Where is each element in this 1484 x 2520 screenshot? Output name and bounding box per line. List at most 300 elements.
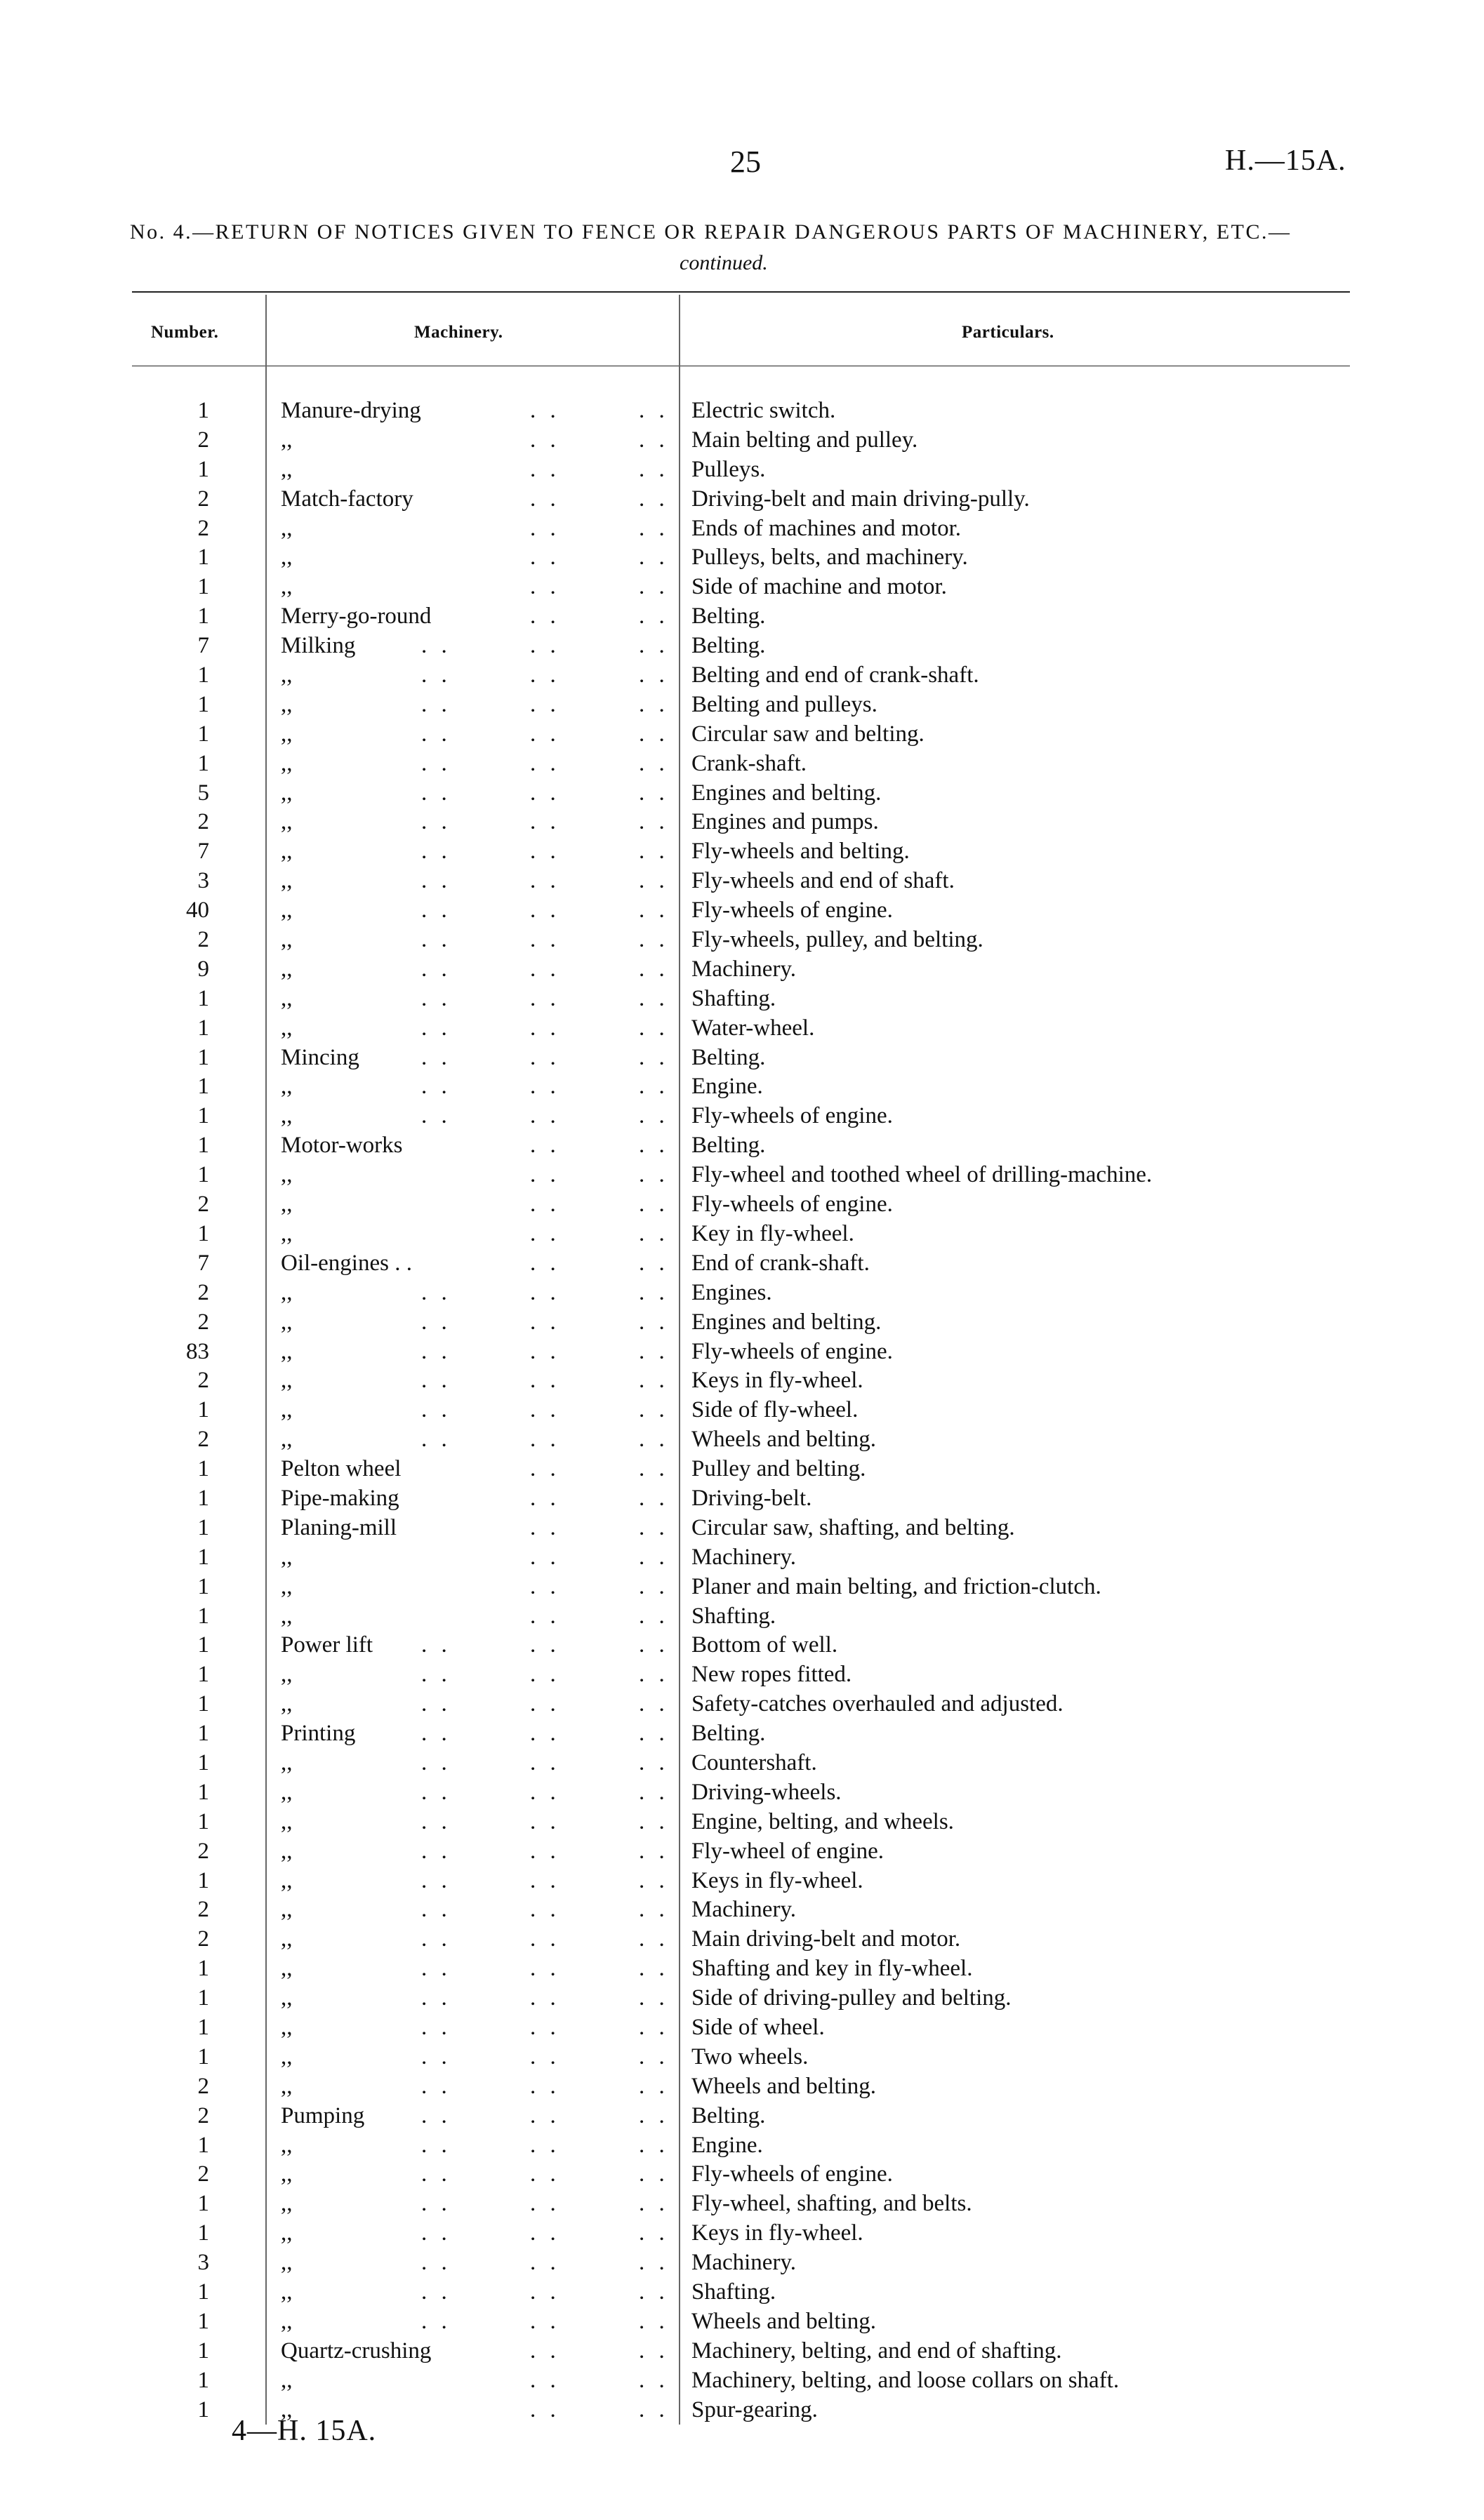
row-leader-dots: . . (530, 1368, 560, 1394)
row-leader-dots: . . (530, 1749, 560, 1775)
row-number: 1 (197, 1162, 209, 1188)
row-number: 1 (197, 1485, 209, 1511)
row-number: 1 (197, 662, 209, 688)
row-leader-dots: . . (639, 1044, 669, 1070)
row-leader-dots: . . (639, 956, 669, 982)
row-leader-dots: . . (530, 809, 560, 835)
row-leader-dots: . . (639, 1279, 669, 1305)
row-number: 2 (197, 1309, 209, 1335)
row-particulars: Engine. (691, 1074, 763, 1100)
row-machinery: ,, (281, 2396, 293, 2422)
row-leader-dots: . . (530, 2250, 560, 2276)
row-leader-dots: . . (530, 691, 560, 717)
row-leader-dots: . . (421, 1015, 451, 1041)
row-leader-dots: . . (421, 2308, 451, 2334)
row-particulars: Circular saw, shafting, and belting. (691, 1514, 1015, 1540)
row-leader-dots: . . (421, 2191, 451, 2217)
row-leader-dots: . . (530, 604, 560, 629)
table-row (0, 1925, 1484, 1954)
row-machinery: ,, (281, 691, 293, 717)
table-row (0, 1044, 1484, 1073)
table-row (0, 1279, 1484, 1308)
row-leader-dots: . . (421, 1956, 451, 1982)
table-row (0, 1455, 1484, 1484)
row-leader-dots: . . (421, 985, 451, 1011)
table-row (0, 1484, 1484, 1514)
row-machinery: ,, (281, 721, 293, 747)
table-row (0, 1072, 1484, 1102)
row-machinery: ,, (281, 2367, 293, 2393)
row-number: 83 (186, 1338, 209, 1364)
row-number: 1 (197, 1691, 209, 1717)
row-machinery: ,, (281, 2073, 293, 2099)
row-leader-dots: . . (639, 2014, 669, 2040)
row-leader-dots: . . (530, 1103, 560, 1129)
row-leader-dots: . . (530, 1838, 560, 1864)
row-leader-dots: . . (421, 750, 451, 776)
row-number: 1 (197, 1985, 209, 2011)
row-number: 1 (197, 2014, 209, 2040)
table-row (0, 1867, 1484, 1896)
row-leader-dots: . . (530, 633, 560, 659)
row-machinery: Manure-drying (281, 398, 421, 423)
row-particulars: Crank-shaft. (691, 750, 807, 776)
row-particulars: Countershaft. (691, 1749, 817, 1775)
row-particulars: Belting and end of crank-shaft. (691, 662, 979, 688)
row-leader-dots: . . (530, 839, 560, 865)
row-leader-dots: . . (639, 1368, 669, 1394)
table-row (0, 2307, 1484, 2337)
row-machinery: ,, (281, 574, 293, 600)
row-leader-dots: . . (530, 545, 560, 571)
row-leader-dots: . . (421, 868, 451, 894)
row-number: 2 (197, 2102, 209, 2128)
row-particulars: Two wheels. (691, 2044, 809, 2069)
row-number: 1 (197, 2191, 209, 2217)
row-number: 1 (197, 2367, 209, 2393)
row-leader-dots: . . (530, 1044, 560, 1070)
table-row (0, 455, 1484, 485)
row-number: 40 (186, 898, 209, 924)
row-leader-dots: . . (639, 750, 669, 776)
table-row (0, 1396, 1484, 1425)
row-number: 1 (197, 1103, 209, 1129)
row-number: 1 (197, 750, 209, 776)
table-row (0, 1249, 1484, 1279)
row-leader-dots: . . (530, 1456, 560, 1482)
row-leader-dots: . . (639, 2396, 669, 2422)
row-leader-dots: . . (421, 1838, 451, 1864)
table-row (0, 837, 1484, 867)
row-leader-dots: . . (530, 868, 560, 894)
row-machinery: ,, (281, 1603, 293, 1629)
table-row (0, 1602, 1484, 1632)
row-particulars: Circular saw and belting. (691, 721, 925, 747)
row-number: 2 (197, 486, 209, 512)
row-leader-dots: . . (639, 2367, 669, 2393)
row-machinery: Quartz-crushing (281, 2338, 432, 2364)
table-row (0, 1895, 1484, 1925)
table-row (0, 602, 1484, 632)
row-number: 2 (197, 1368, 209, 1394)
row-leader-dots: . . (639, 1514, 669, 1540)
row-leader-dots: . . (639, 2279, 669, 2305)
table-row (0, 720, 1484, 749)
row-leader-dots: . . (530, 1897, 560, 1923)
row-leader-dots: . . (530, 721, 560, 747)
row-leader-dots: . . (530, 2073, 560, 2099)
row-leader-dots: . . (530, 1662, 560, 1688)
row-leader-dots: . . (421, 1427, 451, 1453)
row-particulars: Fly-wheels of engine. (691, 1192, 893, 1218)
row-number: 1 (197, 1749, 209, 1775)
table-row (0, 2072, 1484, 2102)
row-leader-dots: . . (530, 1309, 560, 1335)
row-machinery: ,, (281, 515, 293, 541)
row-machinery: Milking (281, 633, 356, 659)
row-leader-dots: . . (639, 1338, 669, 1364)
row-number: 1 (197, 1220, 209, 1246)
row-machinery: ,, (281, 2044, 293, 2069)
row-number: 1 (197, 1779, 209, 1805)
row-number: 1 (197, 721, 209, 747)
table-row (0, 1749, 1484, 1778)
row-leader-dots: . . (639, 545, 669, 571)
row-leader-dots: . . (421, 956, 451, 982)
row-leader-dots: . . (530, 2191, 560, 2217)
row-leader-dots: . . (530, 1867, 560, 1893)
table-row (0, 632, 1484, 661)
row-machinery: ,, (281, 1838, 293, 1864)
row-machinery: ,, (281, 1368, 293, 1394)
table-row (0, 1778, 1484, 1808)
row-number: 7 (197, 633, 209, 659)
row-leader-dots: . . (530, 1015, 560, 1041)
row-machinery: ,, (281, 1662, 293, 1688)
table-row (0, 896, 1484, 926)
row-particulars: Shafting. (691, 1603, 776, 1629)
row-machinery: ,, (281, 2014, 293, 2040)
row-leader-dots: . . (530, 1250, 560, 1276)
row-leader-dots: . . (530, 1279, 560, 1305)
row-machinery: ,, (281, 1015, 293, 1041)
table-row (0, 2160, 1484, 2189)
row-leader-dots: . . (421, 2250, 451, 2276)
table-row (0, 485, 1484, 514)
row-leader-dots: . . (639, 2044, 669, 2069)
row-leader-dots: . . (639, 1220, 669, 1246)
row-leader-dots: . . (639, 780, 669, 806)
row-leader-dots: . . (421, 633, 451, 659)
row-leader-dots: . . (530, 1956, 560, 1982)
table-row (0, 691, 1484, 720)
row-machinery: ,, (281, 1808, 293, 1834)
row-number: 1 (197, 604, 209, 629)
row-number: 1 (197, 2308, 209, 2334)
row-leader-dots: . . (421, 809, 451, 835)
row-machinery: Pipe-making (281, 1485, 399, 1511)
table-row (0, 1131, 1484, 1161)
table-row (0, 808, 1484, 837)
row-leader-dots: . . (421, 1309, 451, 1335)
row-machinery: Mincing (281, 1044, 359, 1070)
row-machinery: ,, (281, 1309, 293, 1335)
row-leader-dots: . . (639, 1309, 669, 1335)
notices-table-body (0, 396, 1484, 2425)
row-particulars: Fly-wheels and belting. (691, 839, 910, 865)
row-particulars: Side of wheel. (691, 2014, 825, 2040)
row-leader-dots: . . (421, 1691, 451, 1717)
row-particulars: Water-wheel. (691, 1015, 815, 1041)
table-row (0, 1161, 1484, 1190)
row-machinery: ,, (281, 839, 293, 865)
row-leader-dots: . . (530, 1427, 560, 1453)
table-row (0, 2248, 1484, 2278)
row-leader-dots: . . (421, 1779, 451, 1805)
row-leader-dots: . . (530, 2220, 560, 2246)
row-leader-dots: . . (421, 1044, 451, 1070)
row-number: 1 (197, 1015, 209, 1041)
table-row (0, 1719, 1484, 1749)
row-number: 2 (197, 1838, 209, 1864)
row-leader-dots: . . (639, 839, 669, 865)
row-leader-dots: . . (639, 1632, 669, 1658)
row-particulars: Main belting and pulley. (691, 427, 918, 453)
column-header-machinery: Machinery. (414, 323, 503, 342)
table-row (0, 926, 1484, 955)
row-particulars: End of crank-shaft. (691, 1250, 870, 1276)
row-particulars: Spur-gearing. (691, 2396, 818, 2422)
row-particulars: Pulley and belting. (691, 1456, 866, 1482)
table-top-rule (132, 291, 1350, 293)
table-row (0, 1308, 1484, 1338)
row-leader-dots: . . (421, 780, 451, 806)
row-leader-dots: . . (530, 1691, 560, 1717)
row-machinery: ,, (281, 456, 293, 482)
row-leader-dots: . . (530, 2279, 560, 2305)
table-row (0, 1190, 1484, 1220)
table-row (0, 1514, 1484, 1543)
table-row (0, 955, 1484, 985)
row-number: 2 (197, 809, 209, 835)
row-leader-dots: . . (421, 2279, 451, 2305)
row-leader-dots: . . (530, 1985, 560, 2011)
row-leader-dots: . . (530, 1338, 560, 1364)
row-leader-dots: . . (421, 1721, 451, 1747)
row-number: 2 (197, 927, 209, 953)
row-leader-dots: . . (530, 2161, 560, 2187)
row-leader-dots: . . (530, 486, 560, 512)
row-leader-dots: . . (530, 515, 560, 541)
row-number: 2 (197, 2161, 209, 2187)
row-machinery: ,, (281, 2191, 293, 2217)
row-number: 1 (197, 2044, 209, 2069)
row-leader-dots: . . (530, 956, 560, 982)
row-leader-dots: . . (639, 1573, 669, 1599)
row-particulars: Keys in fly-wheel. (691, 1867, 863, 1893)
row-particulars: Machinery. (691, 1897, 797, 1923)
row-particulars: Side of driving-pulley and belting. (691, 1985, 1012, 2011)
row-leader-dots: . . (639, 1779, 669, 1805)
row-leader-dots: . . (530, 2308, 560, 2334)
row-particulars: Pulleys. (691, 456, 766, 482)
row-particulars: Fly-wheels of engine. (691, 898, 893, 924)
row-leader-dots: . . (421, 1632, 451, 1658)
row-machinery: ,, (281, 2279, 293, 2305)
row-leader-dots: . . (639, 1133, 669, 1159)
row-particulars: Key in fly-wheel. (691, 1220, 854, 1246)
row-number: 1 (197, 1603, 209, 1629)
row-number: 1 (197, 1074, 209, 1100)
row-machinery: ,, (281, 545, 293, 571)
row-leader-dots: . . (530, 750, 560, 776)
row-leader-dots: . . (421, 1926, 451, 1952)
row-machinery: Planing-mill (281, 1514, 397, 1540)
row-leader-dots: . . (639, 574, 669, 600)
table-row (0, 2043, 1484, 2072)
row-number: 1 (197, 1632, 209, 1658)
row-number: 1 (197, 1456, 209, 1482)
row-particulars: Engine. (691, 2132, 763, 2158)
row-machinery: ,, (281, 1867, 293, 1893)
row-leader-dots: . . (530, 2044, 560, 2069)
row-leader-dots: . . (530, 574, 560, 600)
row-leader-dots: . . (421, 839, 451, 865)
row-leader-dots: . . (639, 2161, 669, 2187)
row-particulars: Belting. (691, 2102, 766, 2128)
row-number: 1 (197, 2396, 209, 2422)
row-leader-dots: . . (639, 1250, 669, 1276)
row-particulars: Belting. (691, 1044, 766, 1070)
row-leader-dots: . . (639, 691, 669, 717)
row-particulars: Shafting. (691, 985, 776, 1011)
row-leader-dots: . . (530, 1162, 560, 1188)
row-particulars: Wheels and belting. (691, 2073, 877, 2099)
row-leader-dots: . . (639, 1015, 669, 1041)
table-row (0, 426, 1484, 455)
row-number: 1 (197, 1133, 209, 1159)
row-particulars: Bottom of well. (691, 1632, 838, 1658)
row-machinery: ,, (281, 1779, 293, 1805)
row-number: 5 (197, 780, 209, 806)
row-machinery: ,, (281, 1220, 293, 1246)
row-particulars: Machinery, belting, and loose collars on shaft. (691, 2367, 1120, 2393)
row-particulars: Driving-belt. (691, 1485, 812, 1511)
row-machinery: ,, (281, 1573, 293, 1599)
row-particulars: Belting. (691, 1721, 766, 1747)
row-machinery: ,, (281, 1074, 293, 1100)
row-number: 1 (197, 2338, 209, 2364)
row-number: 9 (197, 956, 209, 982)
row-machinery: Printing (281, 1721, 356, 1747)
row-particulars: Belting. (691, 633, 766, 659)
row-machinery: ,, (281, 1427, 293, 1453)
row-leader-dots: . . (639, 2338, 669, 2364)
row-leader-dots: . . (639, 1721, 669, 1747)
table-row (0, 1660, 1484, 1690)
table-row (0, 2189, 1484, 2219)
row-leader-dots: . . (421, 2073, 451, 2099)
row-leader-dots: . . (421, 1279, 451, 1305)
table-row (0, 2013, 1484, 2043)
row-leader-dots: . . (530, 1544, 560, 1570)
row-leader-dots: . . (639, 486, 669, 512)
row-particulars: Keys in fly-wheel. (691, 2220, 863, 2246)
table-row (0, 2219, 1484, 2248)
row-number: 2 (197, 515, 209, 541)
row-leader-dots: . . (530, 1074, 560, 1100)
row-number: 2 (197, 1279, 209, 1305)
table-title: No. 4.—RETURN OF NOTICES GIVEN TO FENCE OR REPAIR DANGEROUS PARTS OF MACHINERY, ETC.— (130, 220, 1292, 244)
row-leader-dots: . . (530, 1133, 560, 1159)
row-machinery: ,, (281, 1338, 293, 1364)
row-leader-dots: . . (530, 1397, 560, 1423)
row-particulars: Fly-wheels of engine. (691, 1338, 893, 1364)
row-number: 1 (197, 2132, 209, 2158)
column-header-number: Number. (151, 323, 219, 342)
row-number: 7 (197, 839, 209, 865)
row-leader-dots: . . (639, 1397, 669, 1423)
row-particulars: Keys in fly-wheel. (691, 1368, 863, 1394)
row-number: 2 (197, 2073, 209, 2099)
row-particulars: Fly-wheels, pulley, and belting. (691, 927, 983, 953)
row-leader-dots: . . (530, 1808, 560, 1834)
row-number: 1 (197, 2279, 209, 2305)
row-particulars: Engines and belting. (691, 1309, 882, 1335)
row-machinery: ,, (281, 956, 293, 982)
row-leader-dots: . . (639, 456, 669, 482)
row-number: 1 (197, 1044, 209, 1070)
row-leader-dots: . . (639, 1603, 669, 1629)
row-leader-dots: . . (639, 1485, 669, 1511)
row-leader-dots: . . (639, 721, 669, 747)
row-leader-dots: . . (530, 1603, 560, 1629)
row-leader-dots: . . (639, 2102, 669, 2128)
table-row (0, 1573, 1484, 1602)
row-leader-dots: . . (639, 1749, 669, 1775)
row-number: 1 (197, 1867, 209, 1893)
table-row (0, 1837, 1484, 1867)
table-row (0, 985, 1484, 1014)
row-leader-dots: . . (530, 2014, 560, 2040)
row-particulars: Fly-wheel, shafting, and belts. (691, 2191, 972, 2217)
document-reference: H.—15A. (1225, 145, 1346, 177)
page-footer: 4—H. 15A. (232, 2415, 377, 2447)
row-leader-dots: . . (639, 868, 669, 894)
row-machinery: ,, (281, 427, 293, 453)
row-particulars: Machinery. (691, 956, 797, 982)
table-row (0, 514, 1484, 544)
row-leader-dots: . . (421, 2102, 451, 2128)
table-row (0, 2102, 1484, 2131)
row-machinery: ,, (281, 1897, 293, 1923)
row-number: 1 (197, 1544, 209, 1570)
row-number: 1 (197, 545, 209, 571)
row-machinery: Oil-engines . . (281, 1250, 412, 1276)
row-leader-dots: . . (639, 1808, 669, 1834)
row-leader-dots: . . (530, 1632, 560, 1658)
row-leader-dots: . . (530, 398, 560, 423)
row-leader-dots: . . (421, 1749, 451, 1775)
row-number: 7 (197, 1250, 209, 1276)
row-number: 2 (197, 1192, 209, 1218)
row-leader-dots: . . (639, 1103, 669, 1129)
row-leader-dots: . . (639, 604, 669, 629)
column-header-particulars: Particulars. (962, 323, 1054, 342)
row-machinery: ,, (281, 1985, 293, 2011)
row-leader-dots: . . (421, 927, 451, 953)
row-machinery: ,, (281, 809, 293, 835)
